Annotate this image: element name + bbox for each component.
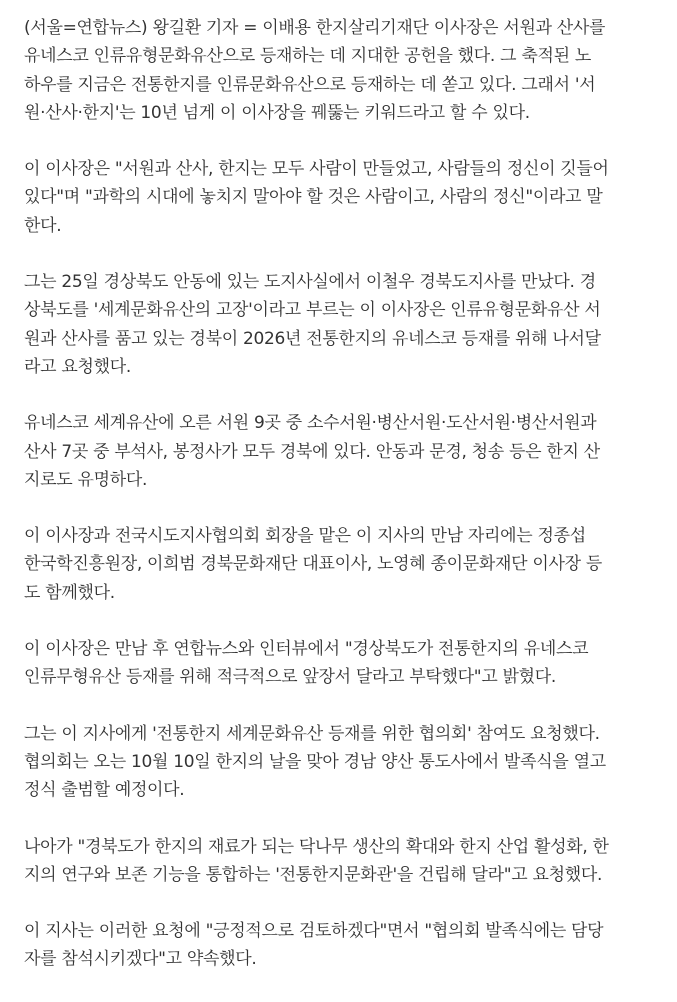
paragraph-line: (서울=연합뉴스) 왕길환 기자 = 이배용 한지살리기재단 이사장은 서원과 산사를	[24, 18, 606, 38]
article-paragraph	[24, 268, 661, 381]
paragraph-line: 정식 출범할 예정이다.	[24, 780, 185, 801]
paragraph-line: 하우를 지금은 전통한지를 인류문화유산으로 등재하는 데 쏟고 있다. 그래서 '서	[24, 74, 596, 95]
paragraph-line: 상북도를 '세계문화유산의 고장'이라고 부르는 이 이사장은 인류유형문화유산 서	[24, 300, 601, 321]
paragraph-line: 자를 참석시키겠다"고 약속했다.	[24, 949, 257, 970]
paragraph-line: 지의 연구와 보존 기능을 통합하는 '전통한지문화관'을 건립해 달라"고 요청했다.	[24, 864, 603, 885]
paragraph-line: 한다.	[24, 215, 62, 236]
paragraph-line: 원·산사·한지'는 10년 넘게 이 이사장을 꿰뚫는 키워드라고 할 수 있다.	[24, 102, 530, 123]
paragraph-line: 이 이사장은 "서원과 산사, 한지는 모두 사람이 만들었고, 사람들의 정신이 깃들어	[24, 159, 609, 180]
paragraph-line: 유네스코 인류유형문화유산으로 등재하는 데 지대한 공헌을 했다. 그 축적된 노	[24, 46, 591, 67]
article-paragraph	[24, 720, 661, 805]
paragraph-line: 산사 7곳 중 부석사, 봉정사가 모두 경북에 있다. 안동과 문경, 청송 등은 한지 산	[24, 441, 600, 462]
paragraph-line: 유네스코 세계유산에 오른 서원 9곳 중 소수서원·병산서원·도산서원·병산서원과	[24, 413, 597, 434]
paragraph-line: 라고 요청했다.	[24, 356, 131, 377]
paragraph-line: 원과 산사를 품고 있는 경북이 2026년 전통한지의 유네스코 등재를 위해 나서달	[24, 328, 601, 349]
paragraph-line: 지로도 유명하다.	[24, 469, 148, 490]
article-paragraph	[24, 522, 661, 607]
article-paragraph	[24, 635, 661, 692]
paragraph-line: 협의회는 오는 10월 10일 한지의 날을 맞아 경남 양산 통도사에서 발족식을 열고	[24, 751, 606, 772]
article-paragraph	[24, 917, 661, 974]
paragraph-line: 한국학진흥원장, 이희범 경북문화재단 대표이사, 노영혜 종이문화재단 이사장 등	[24, 554, 602, 575]
paragraph-line: 그는 이 지사에게 '전통한지 세계문화유산 등재를 위한 협의회' 참여도 요청했다.	[24, 723, 600, 744]
paragraph-line: 있다"며 "과학의 시대에 놓치지 말아야 할 것은 사람이고, 사람의 정신"이라고 말	[24, 187, 603, 208]
paragraph-line: 이 지사는 이러한 요청에 "긍정적으로 검토하겠다"면서 "협의회 발족식에는 담당	[24, 921, 604, 942]
paragraph-line: 그는 25일 경상북도 안동에 있는 도지사실에서 이철우 경북도지사를 만났다. 경	[24, 272, 596, 293]
paragraph-line: 이 이사장은 만남 후 연합뉴스와 인터뷰에서 "경상북도가 전통한지의 유네스코	[24, 639, 589, 660]
paragraph-line: 이 이사장과 전국시도지사협의회 회장을 맡은 이 지사의 만남 자리에는 정종섭	[24, 526, 586, 547]
article-paragraph	[24, 409, 661, 494]
paragraph-line: 인류무형유산 등재를 위해 적극적으로 앞장서 달라고 부탁했다"고 밝혔다.	[24, 667, 557, 688]
article-paragraph	[24, 155, 661, 240]
paragraph-line: 나아가 "경북도가 한지의 재료가 되는 닥나무 생산의 확대와 한지 산업 활성화, 한	[24, 836, 609, 857]
article-paragraph	[24, 14, 661, 127]
article-body	[24, 14, 661, 1002]
paragraph-line: 도 함께했다.	[24, 582, 115, 603]
article-paragraph	[24, 833, 661, 890]
